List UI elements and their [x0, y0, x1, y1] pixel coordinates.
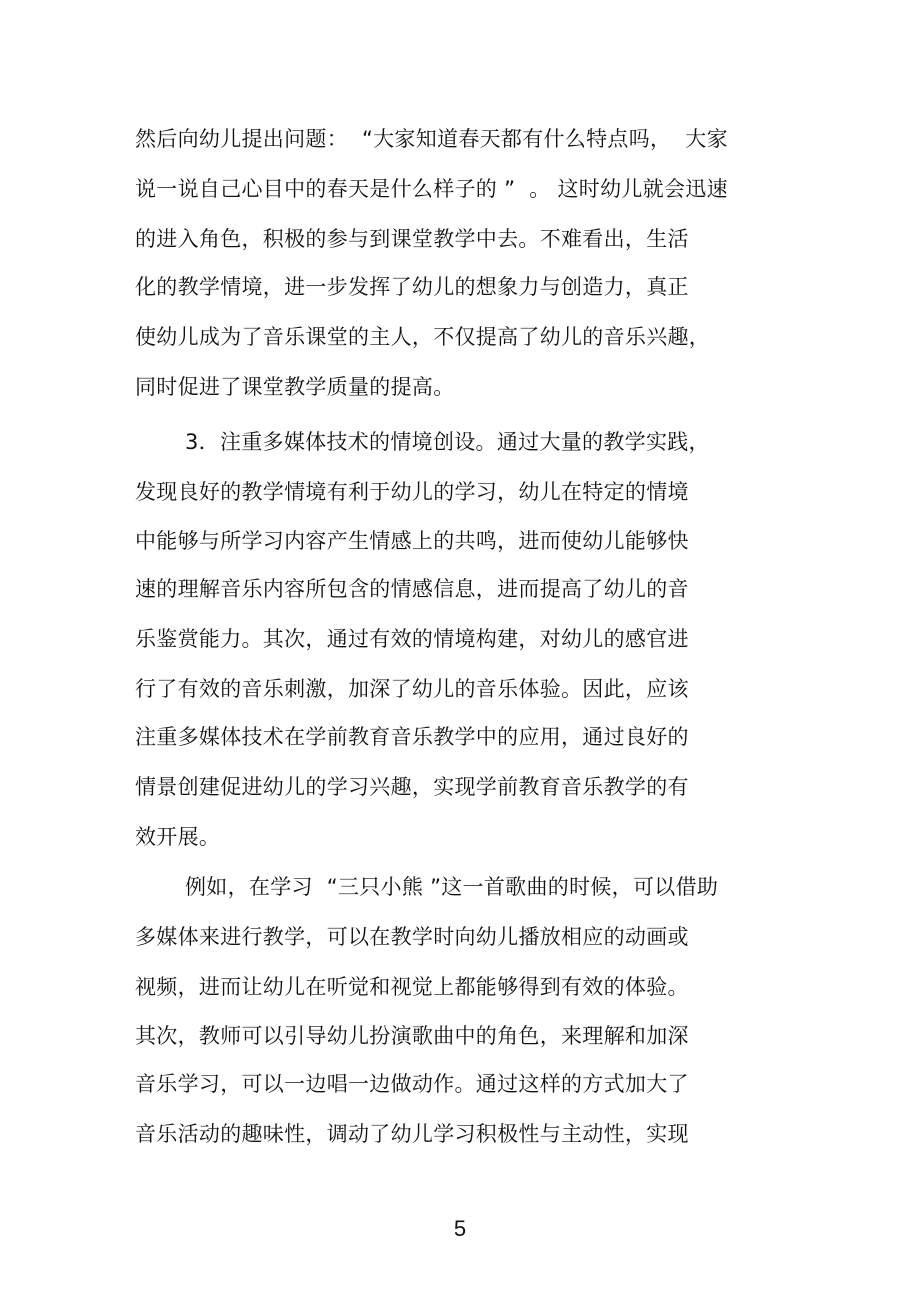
text-line: 音乐学习，可以一边唱一边做动作。通过这样的方式加大了 [135, 1072, 689, 1096]
text-line: 效开展。 [135, 825, 221, 849]
text-line: 其次，教师可以引导幼儿扮演歌曲中的角色，来理解和加深 [135, 1024, 689, 1048]
text-line: 发现良好的教学情境有利于幼儿的学习，幼儿在特定的情境 [135, 480, 689, 504]
text-line: 乐鉴赏能力。其次，通过有效的情境构建，对幼儿的感官进 [135, 627, 689, 651]
text-line: 使幼儿成为了音乐课堂的主人，不仅提高了幼儿的音乐兴趣， [135, 325, 711, 349]
text-line: 多媒体来进行教学，可以在教学时向幼儿播放相应的动画或 [135, 925, 689, 949]
text-line: 音乐活动的趣味性，调动了幼儿学习积极性与主动性，实现 [135, 1122, 689, 1146]
text-line: 的进入角色，积极的参与到课堂教学中去。不难看出，生活 [135, 227, 689, 251]
text-line: 化的教学情境，进一步发挥了幼儿的想象力与创造力，真正 [135, 275, 689, 299]
text-line: 情景创建促进幼儿的学习兴趣，实现学前教育音乐教学的有 [135, 775, 689, 799]
text-line: 视频，进而让幼儿在听觉和视觉上都能够得到有效的体验。 [135, 975, 689, 999]
text-line: 中能够与所学习内容产生情感上的共鸣，进而使幼儿能够快 [135, 529, 689, 553]
text-line: 注重多媒体技术在学前教育音乐教学中的应用，通过良好的 [135, 725, 689, 749]
text-line: 然后向幼儿提出问题： “大家知道春天都有什么特点吗， 大家 [135, 127, 728, 151]
text-line: 同时促进了课堂教学质量的提高。 [135, 375, 455, 399]
text-line: 行了有效的音乐刺激，加深了幼儿的音乐体验。因此，应该 [135, 677, 689, 701]
paragraph-start-line: 例如，在学习 “三只小熊 ”这一首歌曲的时候，可以借助 [185, 875, 719, 899]
page-number: 5 [453, 1216, 467, 1241]
section-heading-line: 3．注重多媒体技术的情境创设。通过大量的教学实践， [185, 430, 710, 454]
text-line: 说一说自己心目中的春天是什么样子的 ” 。 这时幼儿就会迅速 [135, 177, 728, 201]
text-line: 速的理解音乐内容所包含的情感信息，进而提高了幼儿的音 [135, 577, 689, 601]
